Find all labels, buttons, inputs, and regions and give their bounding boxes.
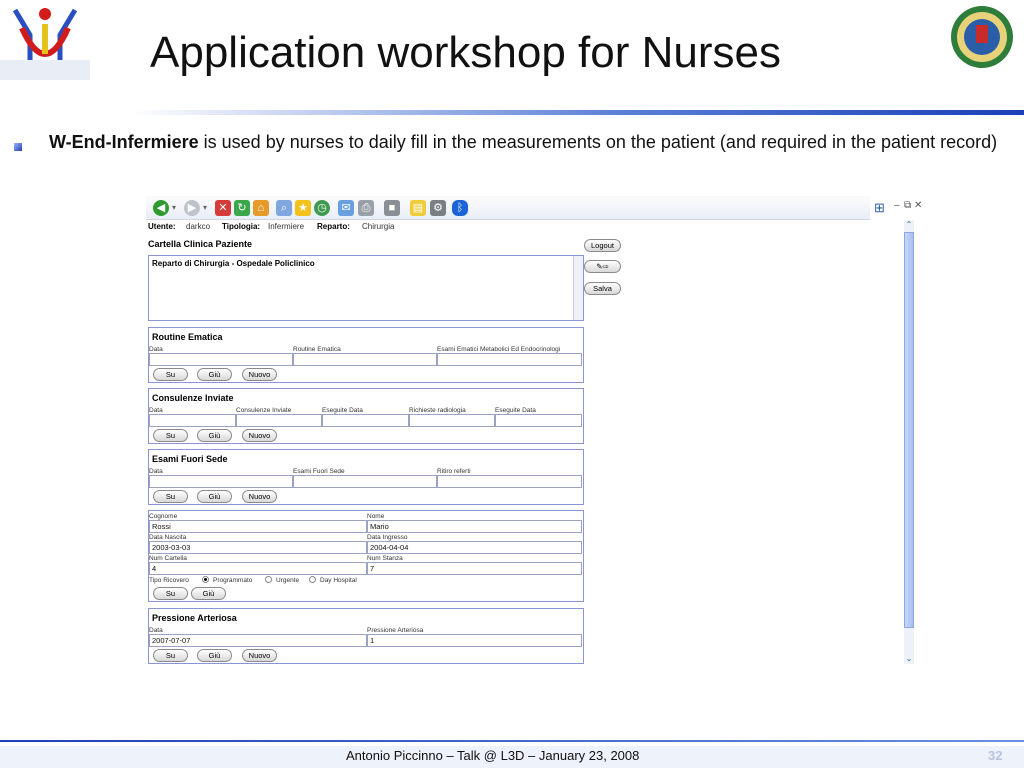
esami-panel xyxy=(148,449,584,505)
urgente-label: Urgente xyxy=(276,577,300,584)
forward-icon[interactable]: ▶ xyxy=(184,200,200,216)
esami-col-ritiro: Ritiro referti xyxy=(437,468,471,475)
routine-col-data: Data xyxy=(149,346,163,353)
bullet-rest: is used by nurses to daily fill in the measurements on the patient (and required in the patient record) xyxy=(198,132,998,152)
routine-su-button[interactable]: Su xyxy=(153,368,188,381)
consulenze-radiologia-input[interactable] xyxy=(409,414,495,427)
nascita-input[interactable]: 2003-03-03 xyxy=(149,541,367,554)
folder-icon[interactable]: ▤ xyxy=(410,200,426,216)
close-icon[interactable]: ✕ xyxy=(914,200,923,211)
esami-col-data: Data xyxy=(149,468,163,475)
restore-icon[interactable]: ⧉ xyxy=(904,200,912,211)
tipologia-value: Infermiere xyxy=(268,222,305,231)
anagrafica-su-button[interactable]: Su xyxy=(153,587,188,600)
logout-button[interactable]: Logout xyxy=(584,239,621,252)
title-divider xyxy=(130,110,1024,115)
esami-col-fuori: Esami Fuori Sede xyxy=(293,468,345,475)
nome-label: Nome xyxy=(367,513,385,520)
routine-esami-input[interactable] xyxy=(437,353,582,366)
radio-urgente[interactable] xyxy=(265,576,272,583)
cartella-label: Num Cartella xyxy=(149,555,187,562)
programmato-label: Programmato xyxy=(213,577,253,584)
esami-data-input[interactable] xyxy=(149,475,293,488)
pressione-value-input[interactable]: 1 xyxy=(367,634,582,647)
mail-icon[interactable]: ✉ xyxy=(338,200,354,216)
esami-giu-button[interactable]: Giù xyxy=(197,490,232,503)
routine-data-input[interactable] xyxy=(149,353,293,366)
print-icon[interactable]: ⎙ xyxy=(358,200,374,216)
favorites-icon[interactable]: ★ xyxy=(295,200,311,216)
search-icon[interactable]: ⌕ xyxy=(276,200,292,216)
reparto-label: Reparto: xyxy=(317,222,350,231)
pressione-data-input[interactable]: 2007-07-07 xyxy=(149,634,367,647)
routine-nuovo-button[interactable]: Nuovo xyxy=(242,368,277,381)
edit-pen-button[interactable] xyxy=(584,260,621,273)
history-icon[interactable]: ◷ xyxy=(314,200,330,216)
anagrafica-panel xyxy=(148,510,584,602)
consulenze-nuovo-button[interactable]: Nuovo xyxy=(242,429,277,442)
cognome-input[interactable]: Rossi xyxy=(149,520,367,533)
stop-icon[interactable]: ✕ xyxy=(215,200,231,216)
pen-icon: ✎⇨ xyxy=(596,262,609,271)
routine-col-esami: Esami Ematici Metabolici Ed Endocrinologi xyxy=(437,346,561,353)
consulenze-title: Consulenze Inviate xyxy=(152,393,234,403)
radio-day-hospital[interactable] xyxy=(309,576,316,583)
bullet-bold: W-End-Infermiere xyxy=(49,132,199,152)
stanza-input[interactable]: 7 xyxy=(367,562,582,575)
page-scrollbar[interactable] xyxy=(904,220,914,664)
reparto-textarea[interactable] xyxy=(148,255,584,321)
esami-title: Esami Fuori Sede xyxy=(152,454,228,464)
university-seal xyxy=(950,5,1014,69)
back-dropdown-icon[interactable]: ▾ xyxy=(171,203,176,212)
app-screenshot xyxy=(146,196,928,666)
pressione-value-label: Pressione Arteriosa xyxy=(367,627,424,634)
routine-panel xyxy=(148,327,584,383)
bullet-icon xyxy=(14,143,22,151)
ingresso-label: Data Ingresso xyxy=(367,534,408,541)
page-number: 32 xyxy=(988,748,1003,763)
consulenze-data-input[interactable] xyxy=(149,414,236,427)
cartella-title: Cartella Clinica Paziente xyxy=(148,239,253,249)
tools-icon[interactable]: ⚙ xyxy=(430,200,446,216)
consulenze-giu-button[interactable]: Giù xyxy=(197,429,232,442)
minimize-icon[interactable]: – xyxy=(894,200,900,211)
nome-input[interactable]: Mario xyxy=(367,520,582,533)
tipologia-label: Tipologia: xyxy=(222,222,261,231)
esami-nuovo-button[interactable]: Nuovo xyxy=(242,490,277,503)
routine-routine-input[interactable] xyxy=(293,353,437,366)
cartella-input[interactable]: 4 xyxy=(149,562,367,575)
anagrafica-giu-button[interactable]: Giù xyxy=(191,587,226,600)
reparto-text: Reparto di Chirurgia - Ospedale Policlinico xyxy=(152,259,315,268)
project-logo xyxy=(0,0,90,80)
ingresso-input[interactable]: 2004-04-04 xyxy=(367,541,582,554)
edit-icon[interactable]: ■ xyxy=(384,200,400,216)
pressione-giu-button[interactable]: Giù xyxy=(197,649,232,662)
consulenze-col-radiologia: Richieste radiologia xyxy=(409,407,466,414)
pressione-nuovo-button[interactable]: Nuovo xyxy=(242,649,277,662)
home-icon[interactable]: ⌂ xyxy=(253,200,269,216)
consulenze-eseguite-input[interactable] xyxy=(322,414,409,427)
consulenze-col-eseguite2: Eseguite Data xyxy=(495,407,536,414)
pressione-data-label: Data xyxy=(149,627,163,634)
bluetooth-icon[interactable]: ᛒ xyxy=(452,200,468,216)
consulenze-su-button[interactable]: Su xyxy=(153,429,188,442)
consulenze-eseguite2-input[interactable] xyxy=(495,414,582,427)
scroll-thumb[interactable] xyxy=(904,232,914,628)
pressione-su-button[interactable]: Su xyxy=(153,649,188,662)
ricovero-label: Tipo Ricovero xyxy=(149,577,189,584)
utente-label: Utente: xyxy=(148,222,176,231)
consulenze-col-inviate: Consulenze Inviate xyxy=(236,407,292,414)
consulenze-col-data: Data xyxy=(149,407,163,414)
esami-ritiro-input[interactable] xyxy=(437,475,582,488)
day-hospital-label: Day Hospital xyxy=(320,577,357,584)
routine-col-routine: Routine Ematica xyxy=(293,346,341,353)
windows-flag-icon: ⊞ xyxy=(874,200,885,215)
routine-giu-button[interactable]: Giù xyxy=(197,368,232,381)
refresh-icon[interactable]: ↻ xyxy=(234,200,250,216)
pressione-title: Pressione Arteriosa xyxy=(152,613,237,623)
back-icon[interactable]: ◀ xyxy=(153,200,169,216)
scroll-down-icon[interactable]: ⌄ xyxy=(905,654,913,663)
slide-title: Application workshop for Nurses xyxy=(150,28,781,77)
stanza-label: Num Stanza xyxy=(367,555,403,562)
pressione-panel xyxy=(148,608,584,664)
nascita-label: Data Nascita xyxy=(149,534,187,541)
salva-button[interactable]: Salva xyxy=(584,282,621,295)
consulenze-panel xyxy=(148,388,584,444)
footer-text: Antonio Piccinno – Talk @ L3D – January 23, 2008 xyxy=(346,748,640,763)
esami-fuori-input[interactable] xyxy=(293,475,437,488)
browser-toolbar xyxy=(146,196,870,220)
routine-title: Routine Ematica xyxy=(152,332,223,342)
bullet-text xyxy=(49,131,999,153)
consulenze-col-eseguite: Eseguite Data xyxy=(322,407,363,414)
scroll-up-icon[interactable]: ⌃ xyxy=(905,220,913,229)
forward-dropdown-icon[interactable]: ▾ xyxy=(202,203,207,212)
window-controls xyxy=(872,196,928,220)
footer-divider xyxy=(0,740,1024,742)
textarea-scrollbar[interactable] xyxy=(573,256,583,320)
reparto-value: Chirurgia xyxy=(362,222,395,231)
esami-su-button[interactable]: Su xyxy=(153,490,188,503)
cognome-label: Cognome xyxy=(149,513,178,520)
consulenze-inviate-input[interactable] xyxy=(236,414,322,427)
radio-programmato[interactable] xyxy=(202,576,209,583)
utente-value: darkco xyxy=(186,222,211,231)
